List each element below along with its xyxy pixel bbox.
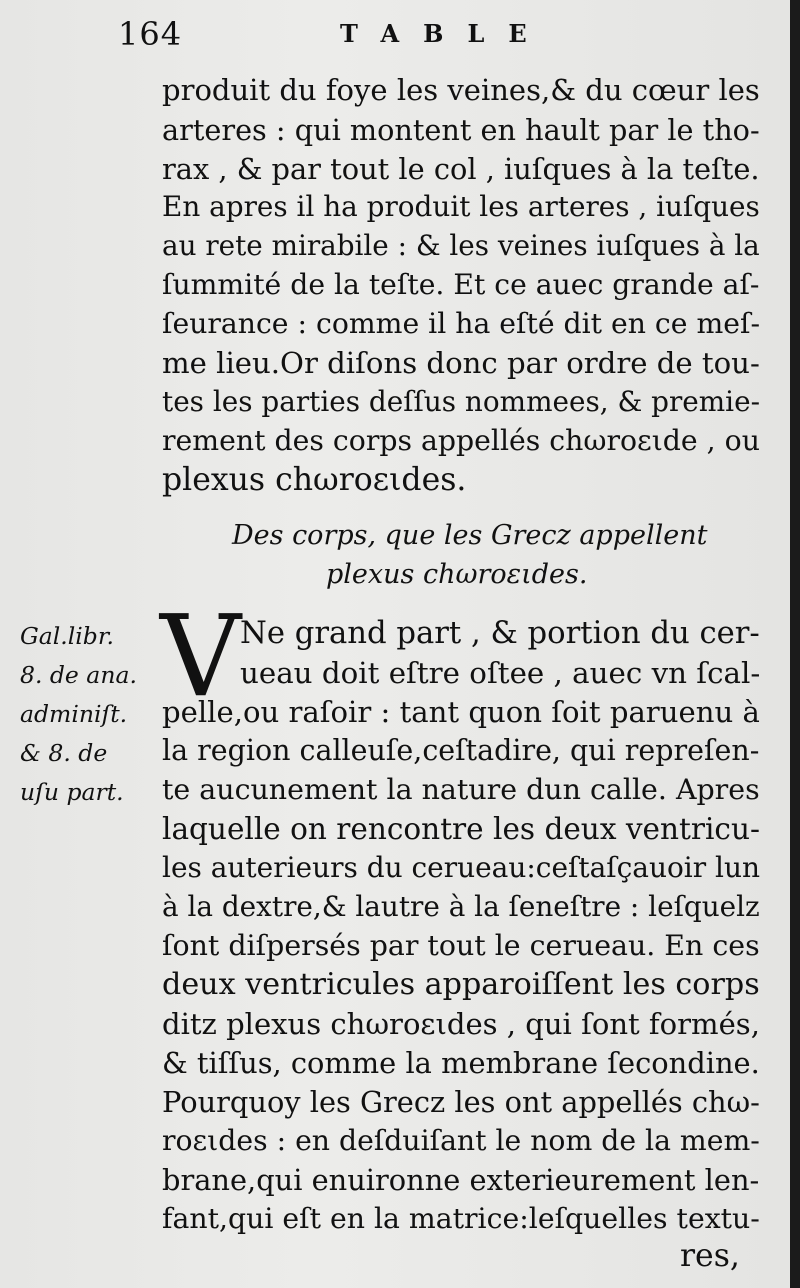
- section-heading-line: plexus chωroειdes.: [326, 559, 588, 590]
- margin-note-line: uſu part.: [20, 778, 124, 806]
- text-line: rement des corps appellés chωroειde , ou: [162, 424, 760, 457]
- margin-note-line: 8. de ana.: [20, 661, 137, 689]
- text-line: la region calleuſe,ceſtadire, qui repreſen-: [162, 734, 760, 767]
- text-line: ſeurance : comme il ha eſté dit en ce meſ-: [162, 307, 761, 340]
- page-number: 164: [118, 15, 183, 53]
- text-line: roειdes : en deſduiſant le nom de la mem-: [162, 1124, 760, 1157]
- text-line: à la dextre,& lautre à la ſeneſtre : leſquelz: [162, 890, 760, 923]
- text-line: les auterieurs du cerueau:ceſtaſçauoir lun: [162, 851, 760, 884]
- text-line: rax , & par tout le col , iuſques à la teſte.: [162, 152, 760, 186]
- text-line: ueau doit eſtre oſtee , auec vn ſcal-: [240, 656, 761, 690]
- text-line: Ne grand part , & portion du cer-: [240, 616, 760, 651]
- section-heading-line: Des corps, que les Grecz appellent: [232, 520, 708, 551]
- text-line: ſummité de la teſte. Et ce auec grande aſ-: [162, 268, 760, 301]
- text-line: produit du foye les veines,& du cœur les: [162, 73, 760, 107]
- page-header: [0, 14, 790, 60]
- text-line: te aucunement la nature dun calle. Apres: [162, 773, 760, 806]
- text-line: laquelle on rencontre les deux ventricu-: [162, 812, 760, 846]
- text-line: Pourquoy les Grecz les ont appellés chω-: [162, 1085, 760, 1119]
- text-line: plexus chωroειdes.: [162, 462, 467, 498]
- text-line: ſont diſpersés par tout le cerueau. En ces: [162, 929, 760, 962]
- margin-note-line: adminiſt.: [20, 700, 128, 728]
- text-line: & tiſſus, comme la membrane ſecondine.: [162, 1046, 760, 1080]
- text-line: arteres : qui montent en hault par le tho-: [162, 113, 760, 147]
- running-head: TABLE: [340, 19, 551, 48]
- drop-cap: V: [160, 592, 241, 722]
- text-line: brane,qui enuironne exterieurement len-: [162, 1163, 760, 1197]
- text-line: ditz plexus chωroειdes , qui ſont formés,: [162, 1007, 760, 1041]
- margin-note-line: Gal.libr.: [20, 622, 114, 650]
- text-line: deux ventricules apparoiſſent les corps: [162, 967, 760, 1002]
- text-line: fant,qui eſt en la matrice:leſquelles textu-: [162, 1202, 760, 1235]
- margin-note-line: & 8. de: [20, 739, 108, 767]
- text-line: me lieu.Or diſons donc par ordre de tou-: [162, 346, 760, 380]
- catchword: res,: [680, 1238, 740, 1274]
- text-line: En apres il ha produit les arteres , iuſques: [162, 190, 760, 223]
- text-line: au rete mirabile : & les veines iuſques à la: [162, 229, 760, 262]
- text-line: pelle,ou raſoir : tant quon ſoit paruenu à: [162, 695, 760, 729]
- text-line: tes les parties deſſus nommees, & premie-: [162, 385, 760, 418]
